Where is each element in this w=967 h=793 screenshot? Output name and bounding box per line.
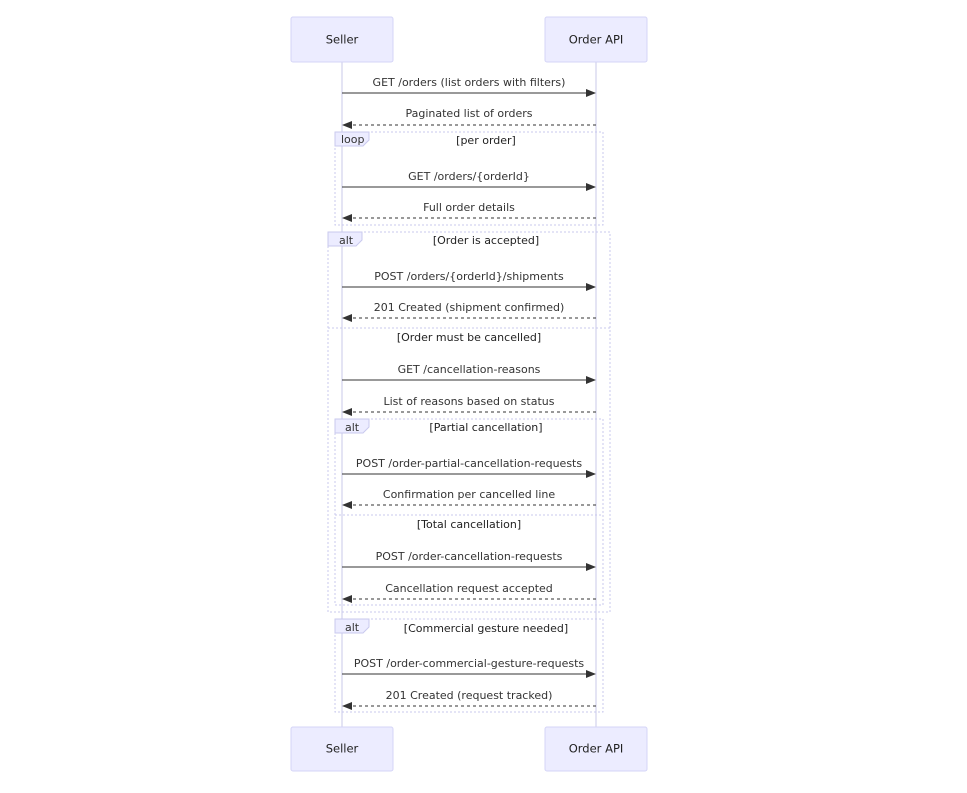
- message-label: GET /cancellation-reasons: [397, 363, 541, 376]
- message-label: 201 Created (shipment confirmed): [373, 301, 565, 314]
- actor-order-api-top-label: Order API: [568, 32, 624, 47]
- message-label: List of reasons based on status: [383, 395, 555, 408]
- actor-seller-bottom: [291, 727, 393, 771]
- alt-keyword: alt: [345, 421, 360, 434]
- actor-order-api-top: [545, 17, 647, 62]
- alt-frame-cancellation-type: [335, 419, 603, 605]
- loop-condition: [per order]: [456, 134, 516, 147]
- actor-seller-top-label: Seller: [325, 32, 359, 47]
- message-label: POST /order-commercial-gesture-requests: [353, 657, 585, 670]
- actor-seller-bottom-label: Seller: [325, 741, 359, 756]
- alt-condition-gesture: [Commercial gesture needed]: [403, 622, 569, 635]
- message-label: Paginated list of orders: [405, 107, 533, 120]
- alt-keyword: alt: [345, 621, 360, 634]
- message-label: Full order details: [423, 201, 515, 214]
- message-label: POST /orders/{orderId}/shipments: [374, 270, 564, 283]
- alt-condition-cancelled: [Order must be cancelled]: [396, 331, 542, 344]
- actor-order-api-bottom-label: Order API: [568, 741, 624, 756]
- message-label: Confirmation per cancelled line: [382, 488, 556, 501]
- message-label: GET /orders (list orders with filters): [372, 76, 566, 89]
- alt-condition-accepted: [Order is accepted]: [432, 234, 540, 247]
- message-label: GET /orders/{orderId}: [408, 170, 530, 183]
- message-label: Cancellation request accepted: [385, 582, 553, 595]
- actor-order-api-bottom: [545, 727, 647, 771]
- message-label: 201 Created (request tracked): [385, 689, 553, 702]
- message-label: POST /order-cancellation-requests: [375, 550, 563, 563]
- message-label: POST /order-partial-cancellation-requests: [355, 457, 583, 470]
- loop-keyword: loop: [341, 133, 365, 146]
- actor-seller-top: [291, 17, 393, 62]
- alt-condition-total: [Total cancellation]: [416, 518, 522, 531]
- alt-condition-partial: [Partial cancellation]: [429, 421, 543, 434]
- alt-keyword: alt: [339, 234, 354, 247]
